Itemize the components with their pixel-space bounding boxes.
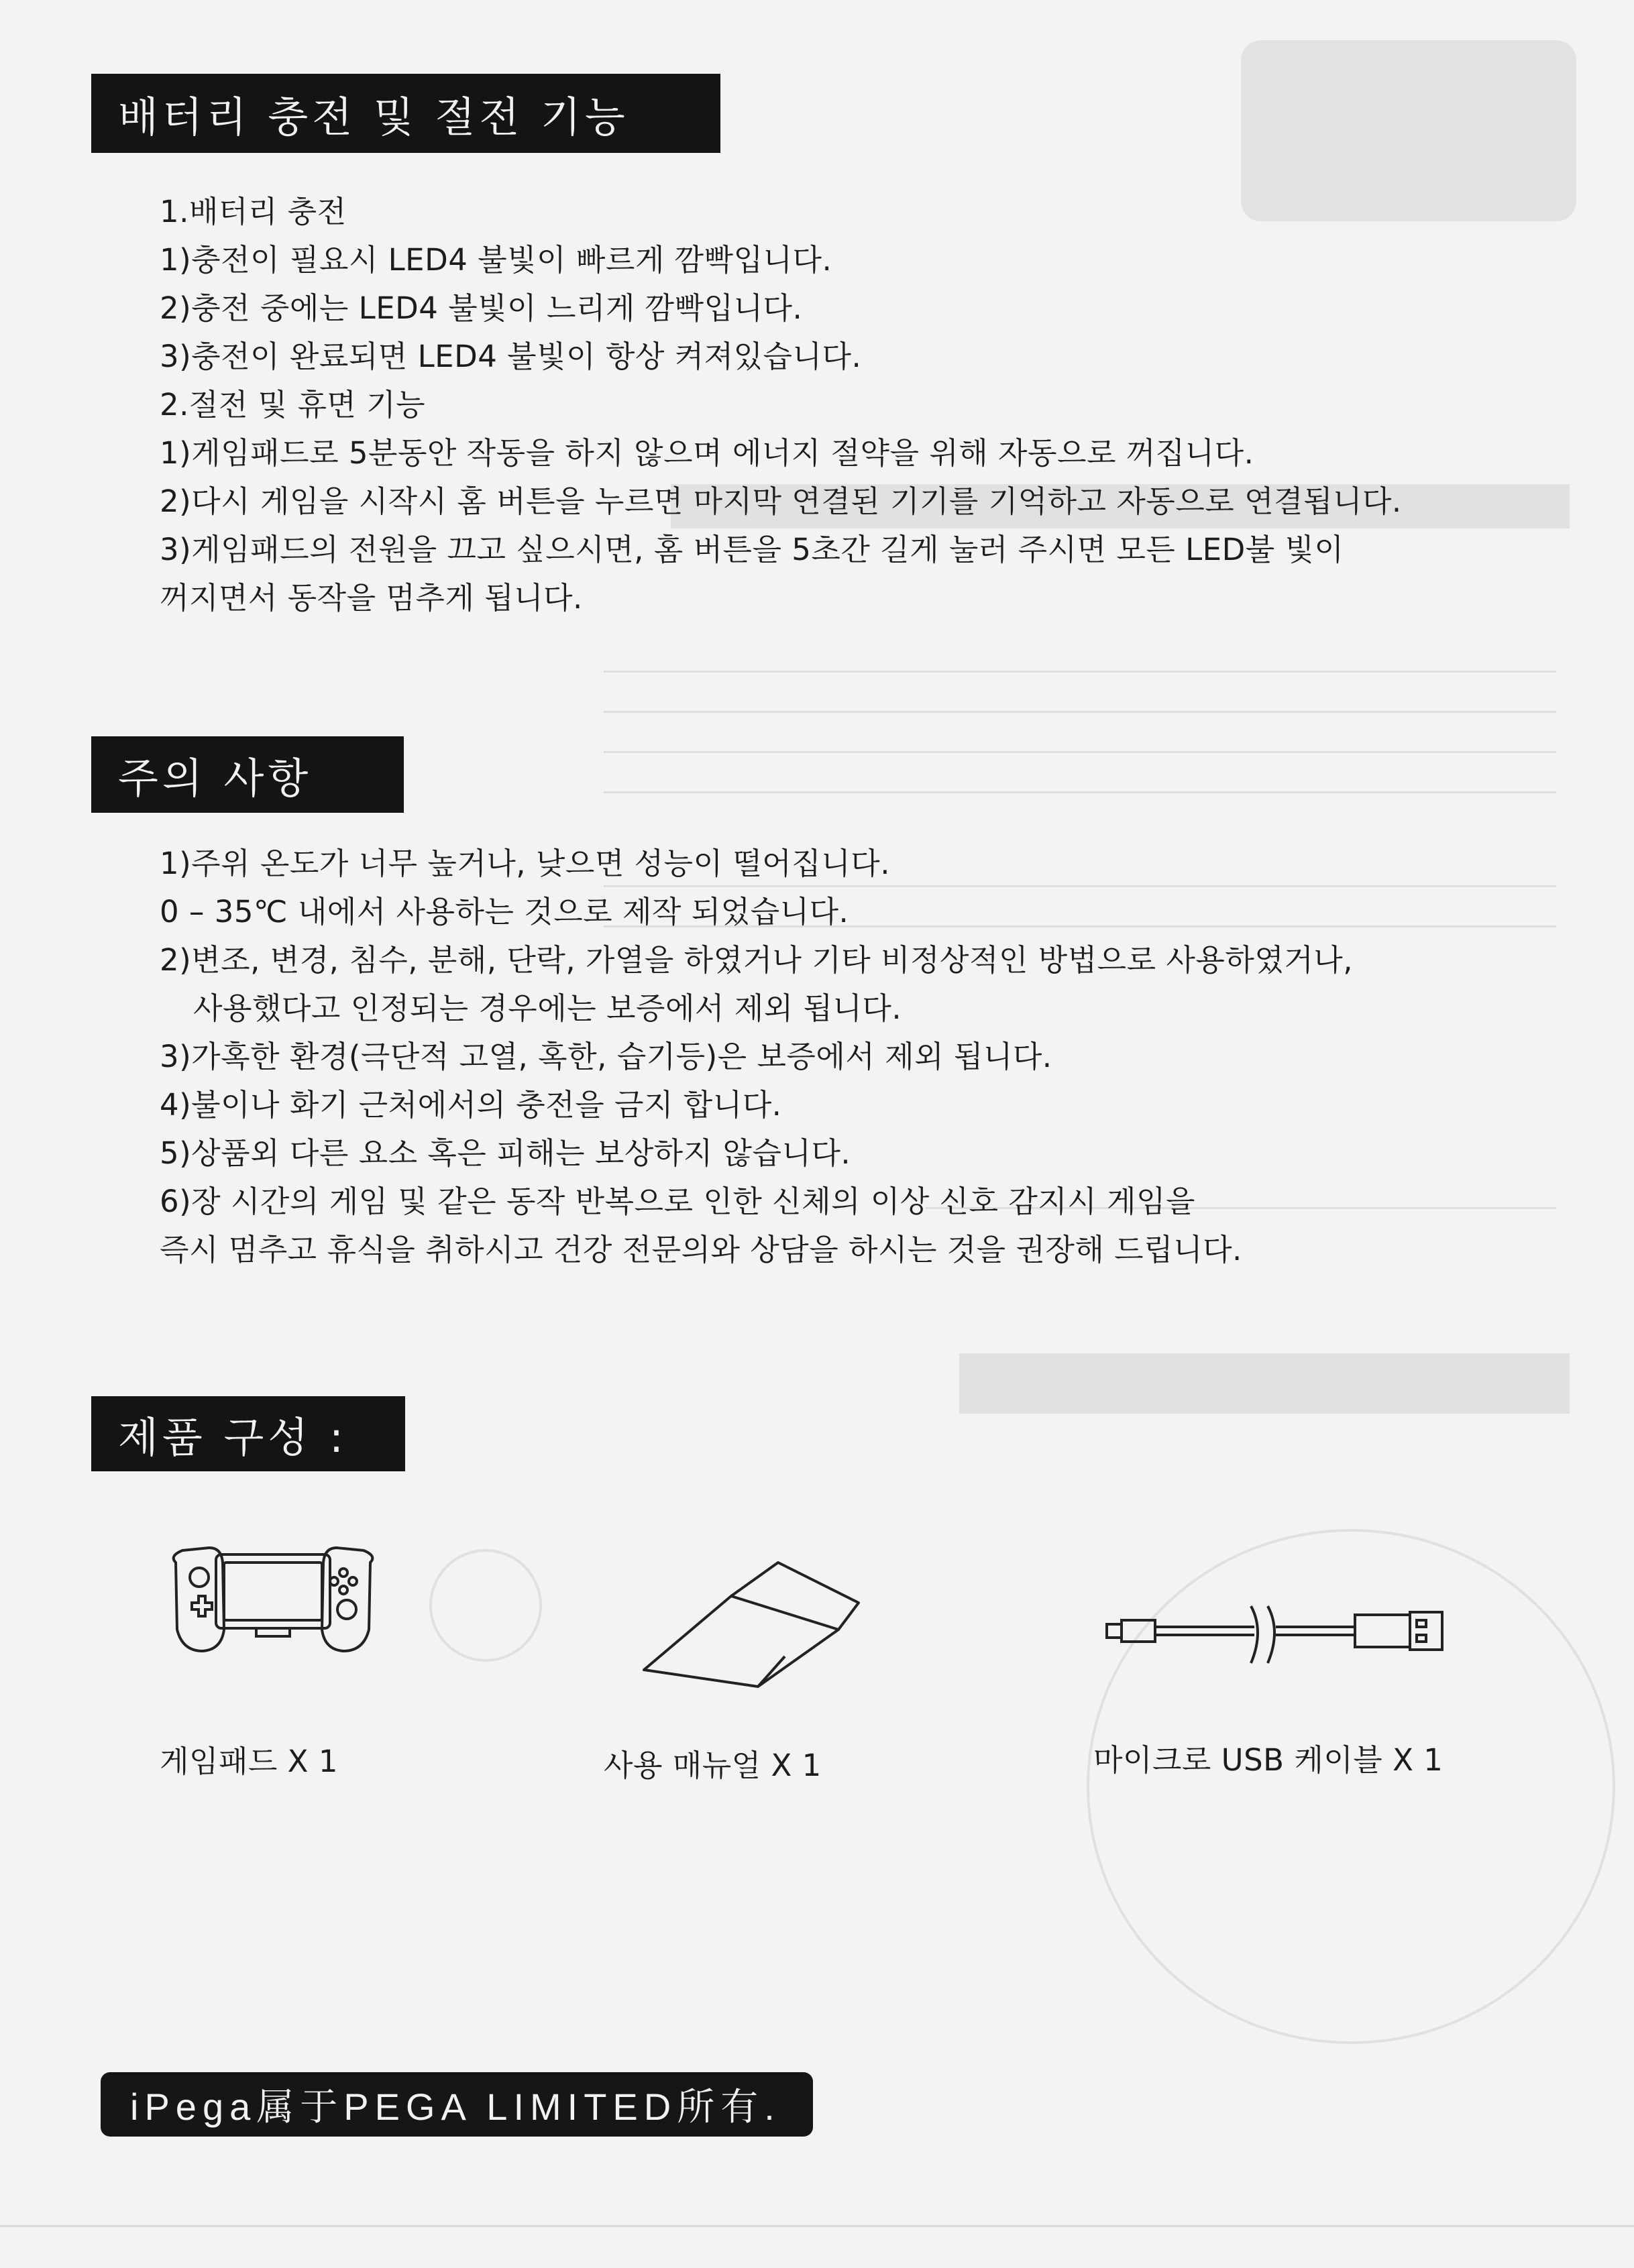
page-edge — [0, 2225, 1634, 2227]
battery-line: 1)충전이 필요시 LED4 불빛이 빠르게 깜빡입니다. — [160, 242, 832, 278]
battery-line: 3)충전이 완료되면 LED4 불빛이 항상 켜져있습니다. — [160, 339, 862, 374]
caution-line: 2)변조, 변경, 침수, 분해, 단락, 가열을 하였거나 기타 비정상적인 방법으로 사용하였거나, — [160, 942, 1354, 978]
caution-line: 5)상품외 다른 요소 혹은 피해는 보상하지 않습니다. — [160, 1135, 851, 1171]
ownership-notice: iPega属于PEGA LIMITED所有. — [101, 2072, 813, 2137]
gamepad-icon — [162, 1536, 384, 1663]
power-save-line: 2)다시 게임을 시작시 홈 버튼을 누르면 마지막 연결된 기기를 기억하고 자동으로 연결됩니다. — [160, 484, 1402, 519]
power-save-heading: 2.절전 및 휴면 기능 — [160, 387, 426, 422]
caution-line: 6)장 시간의 게임 및 같은 동작 반복으로 인한 신체의 이상 신호 감지시 게임을 — [160, 1184, 1195, 1219]
bleed-through-circle — [429, 1549, 542, 1662]
usb-cable-icon — [1100, 1596, 1449, 1670]
battery-heading: 1.배터리 충전 — [160, 194, 347, 229]
manual-icon — [637, 1556, 865, 1690]
manual-caption: 사용 매뉴얼 X 1 — [604, 1748, 822, 1783]
caution-line: 3)가혹한 환경(극단적 고열, 혹한, 습기등)은 보증에서 제외 됩니다. — [160, 1039, 1052, 1074]
battery-section-text — [160, 188, 1402, 622]
gamepad-caption: 게임패드 X 1 — [160, 1744, 338, 1779]
battery-line: 2)충전 중에는 LED4 불빛이 느리게 깜빡입니다. — [160, 290, 803, 326]
caution-line: 사용했다고 인정되는 경우에는 보증에서 제외 됩니다. — [193, 990, 902, 1026]
power-save-line: 꺼지면서 동작을 멈추게 됩니다. — [160, 580, 583, 616]
power-save-line: 3)게임패드의 전원을 끄고 싶으시면, 홈 버튼을 5초간 길게 눌러 주시면 모든 LED불 빛이 — [160, 532, 1344, 567]
caution-line: 4)불이나 화기 근처에서의 충전을 금지 합니다. — [160, 1087, 782, 1123]
usb-cable-caption: 마이크로 USB 케이블 X 1 — [1093, 1742, 1444, 1778]
bleed-through-band — [959, 1353, 1570, 1414]
battery-section-header: 배터리 충전 및 절전 기능 — [91, 74, 720, 153]
power-save-line: 1)게임패드로 5분동안 작동을 하지 않으며 에너지 절약을 위해 자동으로 꺼집니다. — [160, 435, 1254, 471]
bleed-through-rule — [604, 751, 1556, 753]
components-section-header: 제품 구성 : — [91, 1396, 405, 1471]
caution-section-header: 주의 사항 — [91, 736, 404, 813]
caution-line: 즉시 멈추고 휴식을 취하시고 건강 전문의와 상담을 하시는 것을 권장해 드립니다. — [160, 1232, 1242, 1267]
bleed-through-rule — [604, 791, 1556, 793]
caution-section-text — [160, 840, 1353, 1274]
bleed-through-rule — [604, 711, 1556, 713]
caution-line: 0 – 35℃ 내에서 사용하는 것으로 제작 되었습니다. — [160, 894, 849, 929]
bleed-through-rule — [604, 671, 1556, 673]
caution-line: 1)주위 온도가 너무 높거나, 낮으면 성능이 떨어집니다. — [160, 846, 890, 881]
